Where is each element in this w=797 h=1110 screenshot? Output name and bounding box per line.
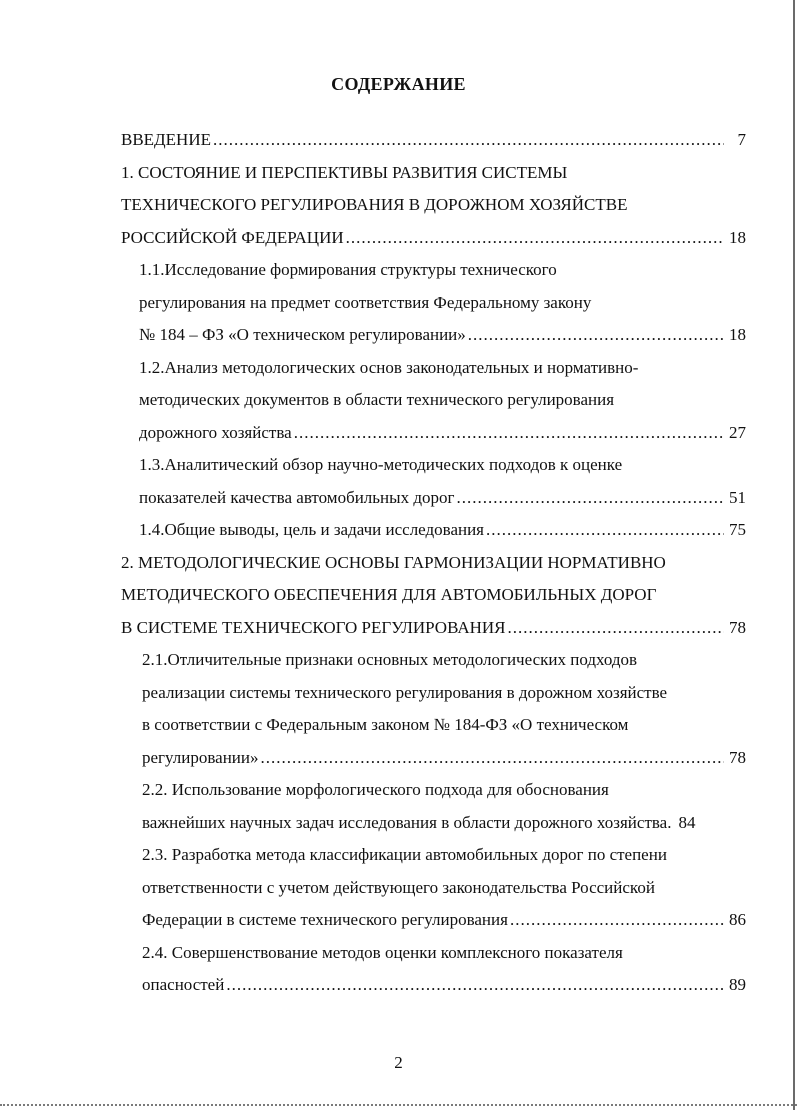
scan-edge-bottom	[0, 1104, 797, 1106]
toc-entry[interactable]	[142, 937, 746, 1002]
toc-entry-line: регулировании»	[142, 747, 259, 767]
toc-entry[interactable]	[139, 449, 746, 514]
dot-leader	[226, 969, 724, 1002]
toc-entry[interactable]	[121, 547, 746, 645]
toc-entry-last-line	[121, 612, 746, 645]
toc-entry[interactable]	[121, 157, 746, 255]
toc-entry-line: РОССИЙСКОЙ ФЕДЕРАЦИИ	[121, 227, 344, 247]
toc-entry-last-line	[142, 904, 746, 937]
toc-entry[interactable]	[121, 124, 746, 157]
toc-entry-line: В СИСТЕМЕ ТЕХНИЧЕСКОГО РЕГУЛИРОВАНИЯ	[121, 617, 506, 637]
dot-leader	[213, 124, 724, 157]
toc-page-number: 84	[678, 812, 696, 832]
dot-leader	[508, 612, 724, 645]
toc-entry-last-line	[142, 969, 746, 1002]
toc-entry-last-line	[142, 807, 746, 840]
toc-entry[interactable]	[139, 254, 746, 352]
toc-page-number: 18	[729, 325, 746, 344]
toc-entry-last-line	[121, 222, 746, 255]
toc-entry-line: дорожного хозяйства	[139, 422, 292, 442]
toc-entry-line: № 184 – ФЗ «О техническом регулировании»	[139, 325, 466, 344]
toc-entry-line: методических документов в области технического регулирования	[139, 390, 615, 409]
toc-entry-line: 2.4. Совершенствование методов оценки комплексного показателя	[142, 942, 623, 962]
dot-leader	[468, 319, 724, 352]
toc-entry-last-line	[139, 514, 746, 547]
dot-leader	[486, 514, 724, 547]
dot-leader	[510, 904, 724, 937]
toc-entry-line: 1.3.Аналитический обзор научно-методических подходов к оценке	[139, 455, 623, 474]
toc-entry-line: 2.3. Разработка метода классификации автомобильных дорог по степени	[142, 845, 667, 864]
toc-entry-last-line	[139, 319, 746, 352]
page-title: СОДЕРЖАНИЕ	[331, 74, 466, 94]
toc-entry-line: важнейших научных задач исследования в области дорожного хозяйства.	[142, 812, 672, 832]
toc-page-number: 86	[729, 910, 746, 929]
dot-leader	[261, 742, 725, 775]
toc-entry-line: ТЕХНИЧЕСКОГО РЕГУЛИРОВАНИЯ В ДОРОЖНОМ ХОЗЯЙСТВЕ	[121, 195, 628, 214]
toc-entry-line: ВВЕДЕНИЕ	[121, 130, 211, 149]
toc-entry-line: опасностей	[142, 975, 225, 994]
toc-entry-line: Федерации в системе технического регулирования	[142, 910, 508, 929]
toc-entry-line: показателей качества автомобильных дорог	[139, 487, 455, 507]
toc-entry-last-line	[121, 124, 746, 157]
toc-entry[interactable]	[142, 839, 746, 937]
toc-page-number: 18	[729, 227, 746, 247]
toc-entry[interactable]	[139, 352, 746, 450]
toc-page-number: 78	[729, 617, 746, 637]
dot-leader	[294, 417, 724, 450]
dot-leader	[346, 222, 724, 255]
toc-entry-line: 1.2.Анализ методологических основ законодательных и нормативно-	[139, 357, 639, 377]
toc-entry-last-line	[139, 417, 746, 450]
dot-leader	[456, 482, 724, 515]
table-of-contents	[0, 124, 797, 1002]
toc-page-number: 27	[729, 422, 746, 442]
toc-entry-line: 2.2. Использование морфологического подхода для обоснования	[142, 780, 609, 799]
toc-entry[interactable]	[142, 644, 746, 774]
toc-entry-line: 2. МЕТОДОЛОГИЧЕСКИЕ ОСНОВЫ ГАРМОНИЗАЦИИ НОРМАТИВНО	[121, 552, 666, 572]
toc-entry[interactable]	[139, 514, 746, 547]
toc-page-number: 78	[729, 747, 746, 767]
toc-entry-line: в соответствии с Федеральным законом № 184-ФЗ «О техническом	[142, 715, 629, 734]
toc-entry-line: 1.1.Исследование формирования структуры технического	[139, 260, 557, 279]
toc-entry-last-line	[139, 482, 746, 515]
toc-entry-line: регулирования на предмет соответствия Федеральному закону	[139, 292, 592, 312]
toc-entry-line: реализации системы технического регулирования в дорожном хозяйстве	[142, 682, 668, 702]
toc-entry-line: ответственности с учетом действующего законодательства Российской	[142, 877, 655, 897]
toc-page-number: 89	[729, 975, 746, 994]
toc-page-number: 51	[729, 487, 746, 507]
toc-entry-line: 1. СОСТОЯНИЕ И ПЕРСПЕКТИВЫ РАЗВИТИЯ СИСТЕМЫ	[121, 162, 568, 182]
toc-entry[interactable]	[142, 774, 746, 839]
toc-entry-line: 1.4.Общие выводы, цель и задачи исследования	[139, 520, 485, 539]
toc-entry-line: МЕТОДИЧЕСКОГО ОБЕСПЕЧЕНИЯ ДЛЯ АВТОМОБИЛЬНЫХ ДОРОГ	[121, 585, 657, 604]
toc-entry-last-line	[142, 742, 746, 775]
toc-page-number: 75	[729, 520, 746, 539]
toc-entry-line: 2.1.Отличительные признаки основных методологических подходов	[142, 650, 638, 669]
toc-page-number: 7	[737, 130, 746, 149]
page-number: 2	[394, 1053, 403, 1072]
